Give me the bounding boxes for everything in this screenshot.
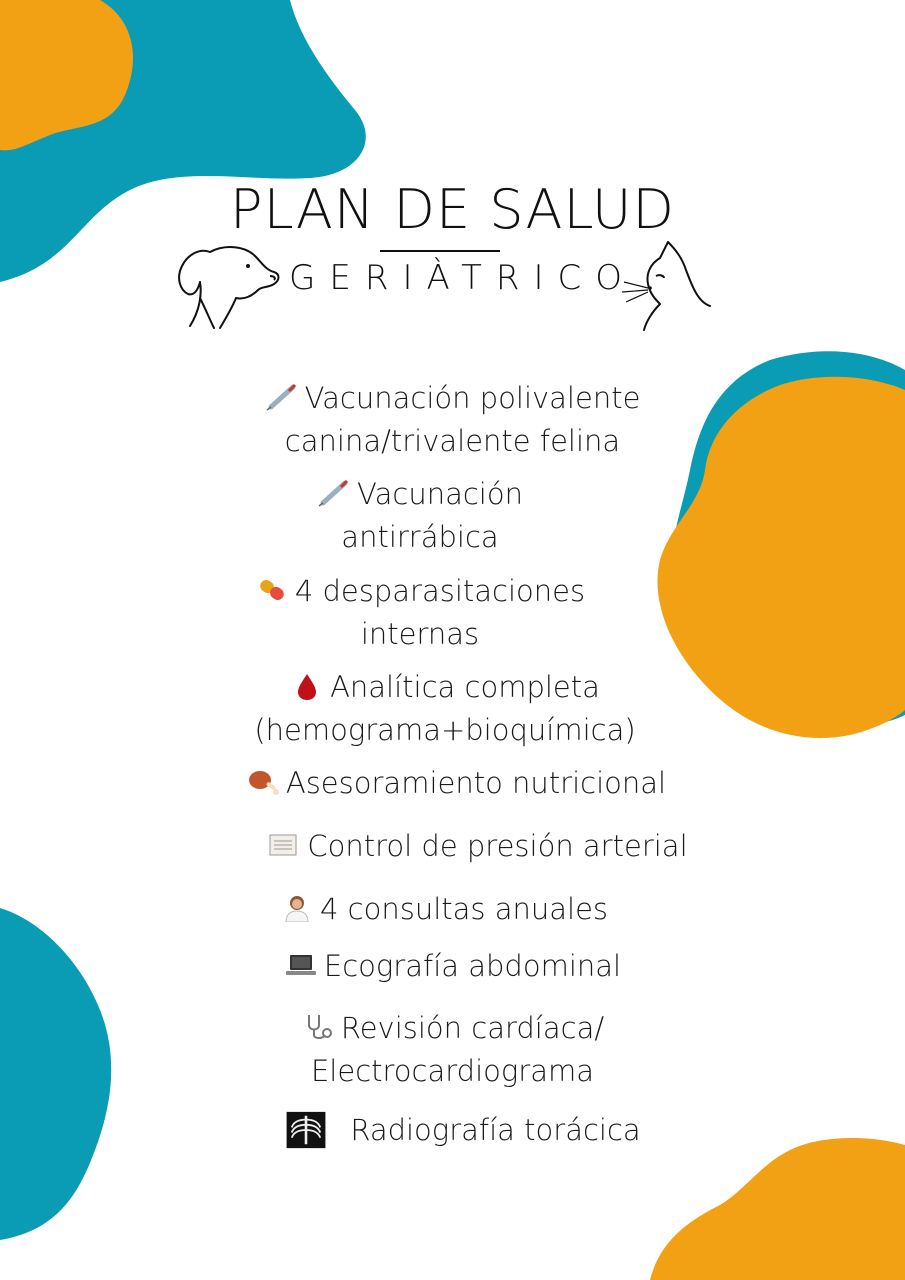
page-title: PLAN DE SALUD	[230, 178, 675, 241]
list-item: Revisión cardíaca/ Electrocardiograma	[0, 1007, 905, 1093]
list-item: Asesoramiento nutricional	[0, 762, 905, 805]
page-subtitle: GERIÀTRICO	[288, 258, 637, 298]
syringe-icon	[317, 479, 351, 507]
blood-drop-icon	[290, 672, 324, 700]
list-item: Radiografía torácica	[0, 1108, 905, 1152]
syringe-icon	[265, 383, 299, 411]
stethoscope-icon	[301, 1013, 335, 1041]
list-item: Analítica completa (hemograma+bioquímica)	[254, 670, 636, 747]
list-item: 4 consultas anuales	[0, 888, 888, 931]
x-ray-icon	[284, 1108, 328, 1152]
list-item: Vacunación antirrábica	[0, 473, 840, 559]
list-item: Vacunación polivalente canina/trivalente felina	[0, 377, 905, 463]
meat-icon	[246, 768, 280, 796]
scroll-icon	[267, 831, 301, 859]
list-item: Ecografía abdominal	[0, 945, 905, 988]
laptop-icon	[284, 951, 318, 979]
pill-icon	[255, 576, 289, 604]
health-worker-icon	[280, 894, 314, 922]
list-item: 4 desparasitaciones internas	[0, 570, 840, 656]
list-item: Control de presión arterial	[0, 825, 905, 868]
